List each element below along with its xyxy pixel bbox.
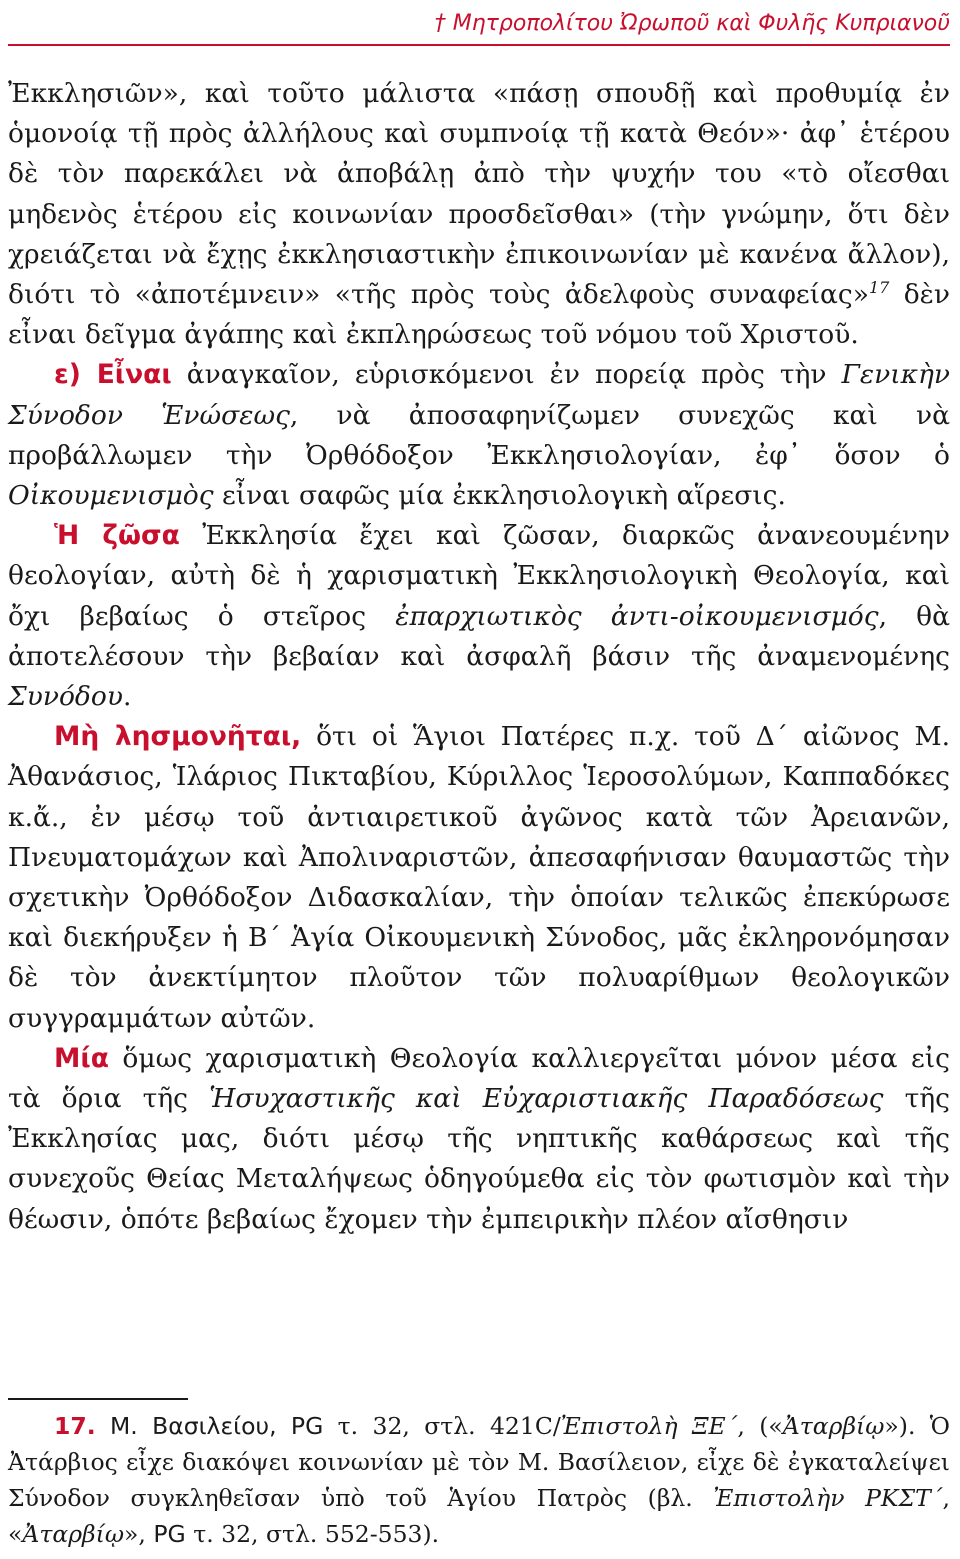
paragraph-2-text-3: εἶναι σαφῶς μία ἐκκλησιολογικὴ αἵρεσις.: [213, 480, 786, 512]
footnote-ref-1: τ. 32, στλ. 421C/: [323, 1412, 561, 1440]
footnote-ref-6: τ. 32, στλ. 552-553).: [185, 1520, 440, 1548]
footnote-17: [8, 1408, 950, 1552]
running-header: [8, 6, 950, 46]
paragraph-3: [8, 516, 950, 717]
paragraph-3-text-1: Ἐκκλησία ἔχει καὶ ζῶσαν, διαρκῶς ἀνανεουμένην θεολογίαν, αὐτὴ δὲ ἡ χαρισματικὴ Ἐκκλησιολογικὴ Θεολογία, καὶ ὄχι βεβαίως ὁ στεῖρος: [8, 520, 950, 632]
footnote-number: 17.: [54, 1412, 96, 1440]
paragraph-1: [8, 74, 950, 355]
footnote-italic-2: Ἀταρβίῳ: [782, 1412, 885, 1440]
footnote-ref-2: , («: [737, 1412, 783, 1440]
paragraph-5-text-2: τῆς Ἐκκλησίας μας, διότι μέσῳ τῆς νηπτικῆς καθάρσεως καὶ τῆς συνεχοῦς Θείας Μεταλήψεως ὁδηγούμεθα εἰς τὸν φωτισμὸν καὶ τὴν θέωσιν, ὁπότε βεβαίως ἔχομεν τὴν ἐμπειρικὴν πλέον αἴσθησιν: [8, 1083, 950, 1235]
paragraph-5-lead: Μία: [54, 1042, 109, 1074]
paragraph-1-text-b: δὲν εἶναι δεῖγμα ἀγάπης καὶ ἐκπληρώσεως τοῦ νόμου τοῦ Χριστοῦ.: [8, 279, 950, 351]
paragraph-2-italic-2: Οἰκουμενισμὸς: [8, 480, 214, 512]
footnote-ref-4: , «: [8, 1484, 950, 1548]
paragraph-2-text-1: ἀναγκαῖον, εὑρισκόμενοι ἐν πορείᾳ πρὸς τὴν: [171, 359, 842, 391]
paragraph-2-italic-1: Γενικὴν Σύνοδον Ἑνώσεως: [8, 359, 950, 431]
paragraph-5-italic-1: Ἡσυχαστικῆς καὶ Εὐχαριστιακῆς Παραδόσεως: [209, 1083, 884, 1115]
paragraph-3-italic-1: ἐπαρχιωτικὸς ἀντι-οἰκουμενισμός: [395, 600, 879, 632]
paragraph-3-text-2: , θὰ ἀποτελέσουν τὴν βεβαίαν καὶ ἀσφαλῆ βάσιν τῆς ἀναμενομένης: [8, 600, 950, 672]
running-title: † Μητροπολίτου Ὠρωποῦ καὶ Φυλῆς Κυπριανοῦ: [434, 11, 950, 36]
footnote-pg: PG: [153, 1520, 186, 1548]
paragraph-2-lead: ε) Εἶναι: [54, 359, 172, 391]
footnote-italic-4: Ἀταρβίῳ: [22, 1520, 125, 1548]
paragraph-5-text-1: ὅμως χαρισματικὴ Θεολογία καλλιεργεῖται μόνον μέσα εἰς τὰ ὅρια τῆς: [8, 1042, 950, 1115]
paragraph-4: [8, 717, 950, 1039]
paragraph-3-italic-2: Συνόδου: [8, 681, 123, 713]
footnote-italic-1: Ἐπιστολὴ ΞΕ´: [560, 1412, 738, 1440]
paragraph-1-text-a: Ἐκκλησιῶν», καὶ τοῦτο μάλιστα «πάσῃ σπουδῇ καὶ προθυμίᾳ ἐν ὁμονοίᾳ τῇ πρὸς ἀλλήλους καὶ συμπνοίᾳ τῇ κατὰ Θεόν»· ἀφ᾽ ἑτέρου δὲ τὸν παρεκάλει νὰ ἀποβάλῃ ἀπὸ τὴν ψυχήν του «τὸ οἴεσθαι μηδενὸς ἑτέρου εἰς κοινωνίαν προσδεῖσθαι» (τὴν γνώμην, ὅτι δὲν χρειάζεται νὰ ἔχῃς ἐκκλησιαστικὴν ἐπικοινωνίαν μὲ κανένα ἄλλον), διότι τὸ «ἀποτέμνειν» «τῆς πρὸς τοὺς ἀδελφοὺς συναφείας»: [8, 78, 950, 311]
paragraph-2: [8, 355, 950, 516]
footnote-ref-5: »,: [124, 1520, 154, 1548]
footnote-author: Μ. Βασιλείου, PG: [95, 1412, 324, 1440]
paragraph-3-text-3: .: [122, 681, 132, 713]
paragraph-2-text-2: , νὰ ἀποσαφηνίζωμεν συνεχῶς καὶ νὰ προβάλλωμεν τὴν Ὀρθόδοξον Ἐκκλησιολογίαν, ἐφ᾽ ὅσον ὁ: [8, 399, 950, 471]
footnote-divider: [8, 1398, 188, 1400]
paragraph-4-text-1: ὅτι οἱ Ἅγιοι Πατέρες π.χ. τοῦ Δ´ αἰῶνος Μ. Ἀθανάσιος, Ἱλάριος Πικταβίου, Κύριλλος Ἱεροσολύμων, Καππαδόκες κ.ἄ., ἐν μέσῳ τοῦ ἀντιαιρετικοῦ ἀγῶνος κατὰ τῶν Ἀρειανῶν, Πνευματομάχων καὶ Ἀπολιναριστῶν, ἀπεσαφήνισαν θαυμαστῶς τὴν σχετικὴν Ὀρθόδοξον Διδασκαλίαν, τὴν ὁποίαν τελικῶς ἐπεκύρωσε καὶ διεκήρυξεν ἡ Β´ Ἁγία Οἰκουμενικὴ Σύνοδος, μᾶς ἐκληρονόμησαν δὲ τὸν ἀνεκτίμητον πλοῦτον τῶν πολυαρίθμων θεολογικῶν συγγραμμάτων αὐτῶν.: [8, 721, 951, 1034]
paragraph-3-lead: Ἡ ζῶσα: [54, 520, 180, 552]
paragraph-5: [8, 1039, 950, 1240]
footnote-ref-3: »). Ὁ Ἀτάρβιος εἶχε διακόψει κοινωνίαν μὲ τὸν Μ. Βασίλειον, εἶχε δὲ ἐγκαταλείψει Σύνοδον συγκληθεῖσαν ὑπὸ τοῦ Ἁγίου Πατρὸς (βλ.: [8, 1412, 950, 1512]
footnote-reference[interactable]: 17: [868, 278, 890, 298]
body-text: [8, 74, 950, 1240]
paragraph-4-lead: Μὴ λησμονῆται,: [54, 721, 302, 753]
footnote-italic-3: Ἐπιστολὴν ΡΚΣΤ´: [713, 1484, 943, 1512]
